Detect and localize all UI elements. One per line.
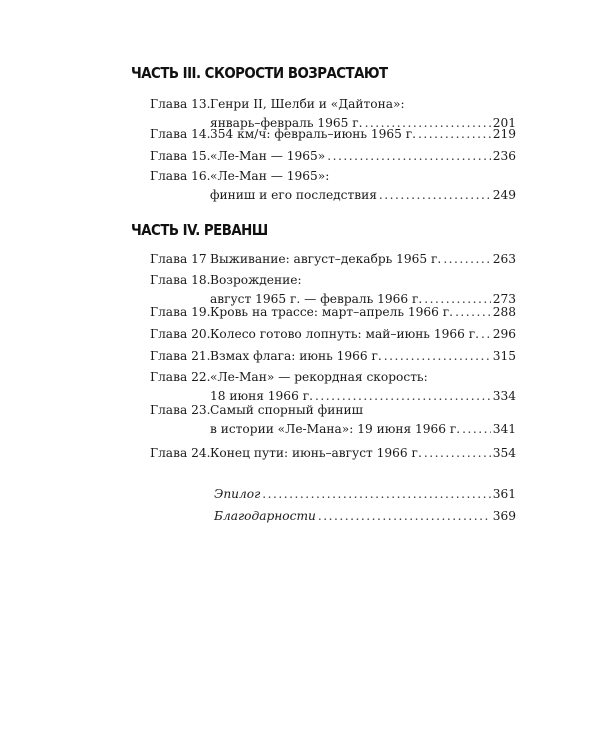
chapter-label: Глава 19.: [150, 305, 211, 319]
dot-leader: [443, 250, 490, 269]
chapter-label: Глава 13.: [150, 97, 211, 111]
part-3-title: ЧАСТЬ III. СКОРОСТИ ВОЗРАСТАЮТ: [131, 64, 388, 82]
toc-entry-chapter-23[interactable]: [150, 401, 516, 439]
chapter-title-line-2: финиш и его последствия: [210, 188, 377, 202]
page-number: 296: [492, 327, 516, 341]
toc-entry-chapter-17[interactable]: [150, 250, 516, 269]
page-number: 219: [492, 127, 516, 141]
dot-leader: [318, 507, 491, 526]
chapter-label: Глава 16.: [150, 169, 211, 183]
toc-entry-chapter-14[interactable]: [150, 125, 516, 144]
chapter-label: Глава 15.: [150, 149, 211, 163]
chapter-label: Глава 18.: [150, 273, 211, 287]
page-number: 201: [492, 116, 516, 130]
chapter-title: Кровь на трассе: март–апрель 1966 г.: [210, 305, 454, 319]
chapter-title: Колесо готово лопнуть: май–июнь 1966 г.: [210, 327, 479, 341]
page-number: 341: [492, 422, 516, 436]
dot-leader: [379, 186, 491, 205]
chapter-title-line-2: в истории «Ле-Мана»: 19 июня 1966 г.: [210, 422, 461, 436]
page-number: 288: [492, 305, 516, 319]
chapter-label: Глава 24.: [150, 446, 211, 460]
page-number: 273: [492, 292, 516, 306]
page-number: 369: [492, 509, 516, 523]
dot-leader: [327, 147, 491, 166]
dot-leader: [384, 347, 491, 366]
chapter-title: «Ле-Ман — 1965»:: [210, 169, 330, 183]
chapter-title-line-2: август 1965 г. — февраль 1966 г.: [210, 292, 423, 306]
page-number: 315: [492, 349, 516, 363]
chapter-title: Самый спорный финиш: [210, 403, 363, 417]
chapter-title: 354 км/ч: февраль–июнь 1965 г.: [210, 127, 417, 141]
part-4-title: ЧАСТЬ IV. РЕВАНШ: [131, 221, 268, 239]
chapter-label: Глава 22.: [150, 370, 211, 384]
chapter-label: Глава 20.: [150, 327, 211, 341]
chapter-title: «Ле-Ман» — рекордная скорость:: [210, 370, 428, 384]
toc-entry-chapter-19[interactable]: [150, 303, 516, 322]
chapter-title-line-2: 18 июня 1966 г.: [210, 389, 313, 403]
chapter-title: Конец пути: июнь–август 1966 г.: [210, 446, 422, 460]
toc-entry-epilogue[interactable]: [214, 485, 516, 504]
chapter-title: Выживание: август–декабрь 1965 г.: [210, 252, 442, 266]
page-number: 263: [492, 252, 516, 266]
chapter-title-line-2: январь–февраль 1965 г.: [210, 116, 363, 130]
chapter-label: Глава 23.: [150, 403, 211, 417]
toc-entry-acknowledgements[interactable]: [214, 507, 516, 526]
dot-leader: [262, 485, 490, 504]
dot-leader: [462, 420, 491, 439]
dot-leader: [424, 444, 491, 463]
section-title: Эпилог: [214, 487, 261, 501]
chapter-label: Глава 17: [150, 252, 207, 266]
dot-leader: [455, 303, 491, 322]
chapter-label: Глава 21.: [150, 349, 211, 363]
dot-leader: [481, 325, 491, 344]
page-number: 236: [492, 149, 516, 163]
chapter-label: Глава 14.: [150, 127, 211, 141]
toc-entry-chapter-20[interactable]: [150, 325, 516, 344]
toc-entry-chapter-15[interactable]: [150, 147, 516, 166]
toc-entry-chapter-24[interactable]: [150, 444, 516, 463]
chapter-title: «Ле-Ман — 1965»: [210, 149, 326, 163]
chapter-title: Взмах флага: июнь 1966 г.: [210, 349, 382, 363]
page-number: 354: [492, 446, 516, 460]
dot-leader: [418, 125, 491, 144]
toc-entry-chapter-21[interactable]: [150, 347, 516, 366]
chapter-title: Возрождение:: [210, 273, 302, 287]
toc-entry-chapter-16[interactable]: [150, 167, 516, 205]
page-number: 334: [492, 389, 516, 403]
section-title: Благодарности: [214, 509, 316, 523]
page-number: 361: [492, 487, 516, 501]
chapter-title: Генри II, Шелби и «Дайтона»:: [210, 97, 405, 111]
page-number: 249: [492, 188, 516, 202]
